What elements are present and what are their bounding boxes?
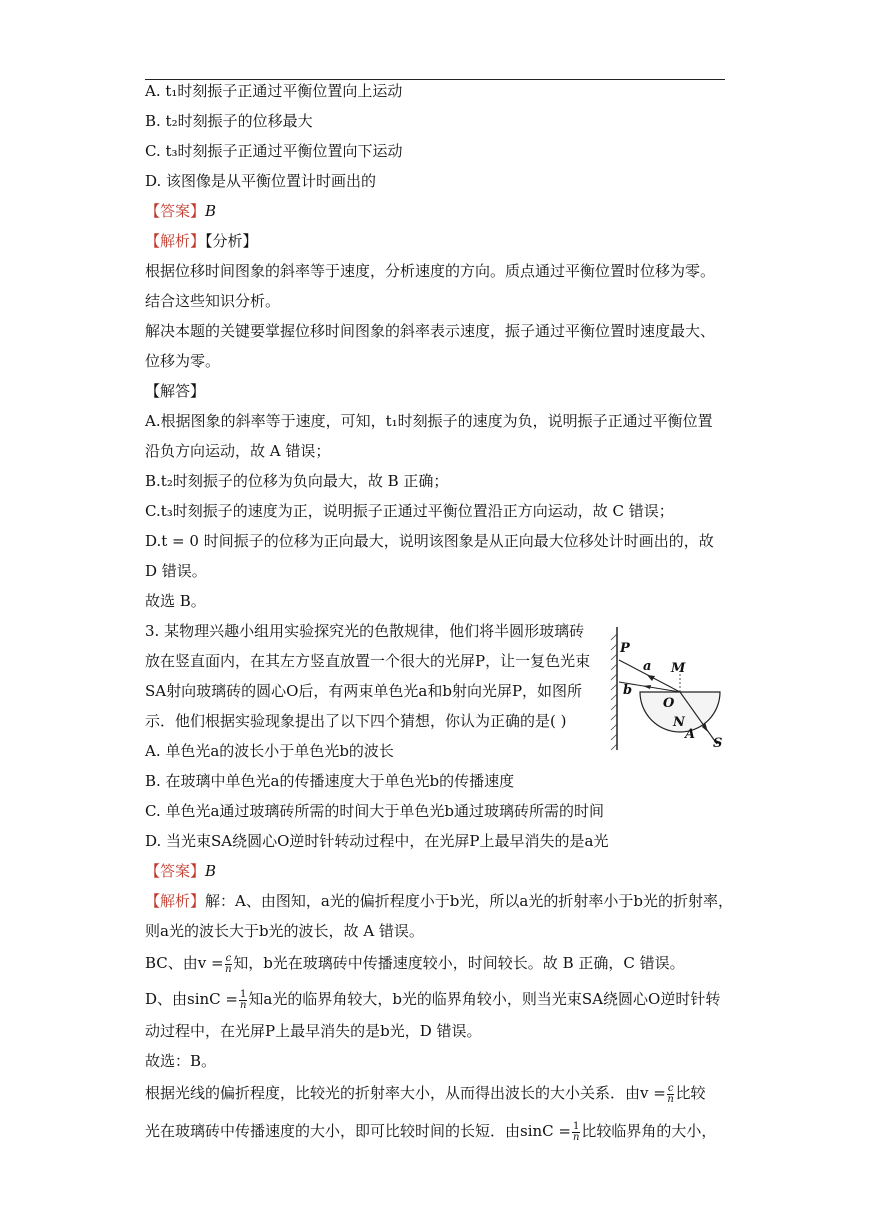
q3-stem-line: 3. 某物理兴趣小组用实验探究光的色散规律，他们将半圆形玻璃砖: [145, 622, 585, 640]
q2-solution-line: C.t₃时刻振子的速度为正，说明振子正通过平衡位置沿正方向运动，故 C 错误；: [145, 502, 674, 520]
q3-solution-line: [145, 1121, 716, 1143]
q2-solution-heading: 【解答】: [145, 382, 206, 400]
refraction-figure: [605, 622, 725, 752]
q2-analysis-line: 结合这些知识分析。: [145, 292, 281, 310]
label-M: M: [671, 661, 686, 676]
q2-solution-line: 故选 B。: [145, 592, 206, 610]
answer-value: B: [205, 862, 217, 880]
solution-text: 光在玻璃砖中传播速度的大小，即可比较时间的长短．由sinC =: [145, 1122, 571, 1140]
label-N: N: [673, 715, 685, 730]
solution-text: 解：A、由图知，a光的偏折程度小于b光，所以a光的折射率小于b光的折射率，: [205, 892, 733, 910]
q3-solution-line: 动过程中，在光屏P上最早消失的是b光，D 错误。: [145, 1022, 482, 1040]
q3-option-c: C. 单色光a通过玻璃砖所需的时间大于单色光b通过玻璃砖所需的时间: [145, 802, 605, 820]
screen-hatching: [611, 634, 617, 750]
fraction-1-over-n: $\frac{1}{n}$: [239, 988, 247, 1011]
q2-solution-line: 沿负方向运动，故 A 错误；: [145, 442, 331, 460]
answer-tag: 【答案】: [145, 862, 206, 880]
header-rule: [145, 79, 725, 80]
fraction-c-over-n: $\frac{c}{n}$: [225, 952, 232, 975]
q2-solution-line: B.t₂时刻振子的位移为负向最大，故 B 正确；: [145, 472, 449, 490]
solution-text: 根据光线的偏折程度，比较光的折射率大小，从而得出波长的大小关系．由v =: [145, 1084, 666, 1102]
q3-option-d: D. 当光束SA绕圆心O逆时针转动过程中，在光屏P上最早消失的是a光: [145, 832, 609, 850]
analysis-tag: 【解析】: [145, 892, 206, 910]
label-b: b: [623, 683, 633, 698]
q2-option-b: B. t₂时刻振子的位移最大: [145, 112, 313, 130]
fraction-c-over-n: $\frac{c}{n}$: [667, 1082, 674, 1105]
q3-solution-line: [145, 953, 685, 975]
q2-analysis-heading: [145, 231, 258, 251]
q2-solution-line: D.t = 0 时间振子的位移为正向最大，说明该图象是从正向最大位移处计时画出的，故: [145, 532, 714, 550]
q3-option-a: A. 单色光a的波长小于单色光b的波长: [145, 742, 394, 760]
solution-text: D、由sinC =: [145, 990, 238, 1008]
q3-solution-line: [145, 1083, 705, 1105]
q3-stem-line: 示．他们根据实验现象提出了以下四个猜想，你认为正确的是( ): [145, 712, 567, 730]
q3-option-b: B. 在玻璃中单色光a的传播速度大于单色光b的传播速度: [145, 772, 515, 790]
q2-analysis-line: 解决本题的关键要掌握位移时间图象的斜率表示速度，振子通过平衡位置时速度最大、: [145, 322, 716, 340]
label-P: P: [620, 641, 630, 656]
q3-stem-line: 放在竖直面内，在其左方竖直放置一个很大的光屏P，让一复色光束: [145, 652, 591, 670]
q3-solution-line: [145, 989, 720, 1011]
q2-solution-line: D 错误。: [145, 562, 207, 580]
answer-tag: 【答案】: [145, 202, 206, 220]
label-A: A: [685, 727, 696, 742]
q2-option-a: A. t₁时刻振子正通过平衡位置向上运动: [145, 82, 403, 100]
solution-text: 比较: [675, 1084, 706, 1102]
fraction-1-over-n: $\frac{1}{n}$: [572, 1120, 580, 1143]
q2-option-d: D. 该图像是从平衡位置计时画出的: [145, 172, 377, 190]
solution-text: 比较临界角的大小，: [581, 1122, 717, 1140]
analysis-tag: 【解析】: [145, 232, 206, 250]
q3-stem-line: SA射向玻璃砖的圆心O后，有两束单色光a和b射向光屏P，如图所: [145, 682, 583, 700]
q2-option-c: C. t₃时刻振子正通过平衡位置向下运动: [145, 142, 403, 160]
q2-answer: [145, 201, 216, 221]
q3-solution-line: [145, 891, 733, 911]
q3-solution-line: 故选：B。: [145, 1052, 217, 1070]
solution-text: 知a光的临界角较大，b光的临界角较小，则当光束SA绕圆心O逆时针转: [248, 990, 721, 1008]
q3-solution-line: 则a光的波长大于b光的波长，故 A 错误。: [145, 922, 424, 940]
label-S: S: [713, 736, 723, 751]
solution-text: 知，b光在玻璃砖中传播速度较小，时间较长。故 B 正确，C 错误。: [233, 954, 685, 972]
q2-analysis-line: 位移为零。: [145, 352, 221, 370]
label-O: O: [663, 696, 675, 711]
analysis-subhead: 【分析】: [205, 232, 258, 250]
q3-answer: [145, 861, 216, 881]
q2-solution-line: A.根据图象的斜率等于速度，可知，t₁时刻振子的速度为负，说明振子正通过平衡位置: [145, 412, 713, 430]
ray-a-arrow: [647, 675, 655, 681]
answer-value: B: [205, 202, 217, 220]
label-a: a: [643, 659, 652, 674]
q2-analysis-line: 根据位移时间图象的斜率等于速度，分析速度的方向。质点通过平衡位置时位移为零。: [145, 262, 716, 280]
solution-text: BC、由v =: [145, 954, 224, 972]
